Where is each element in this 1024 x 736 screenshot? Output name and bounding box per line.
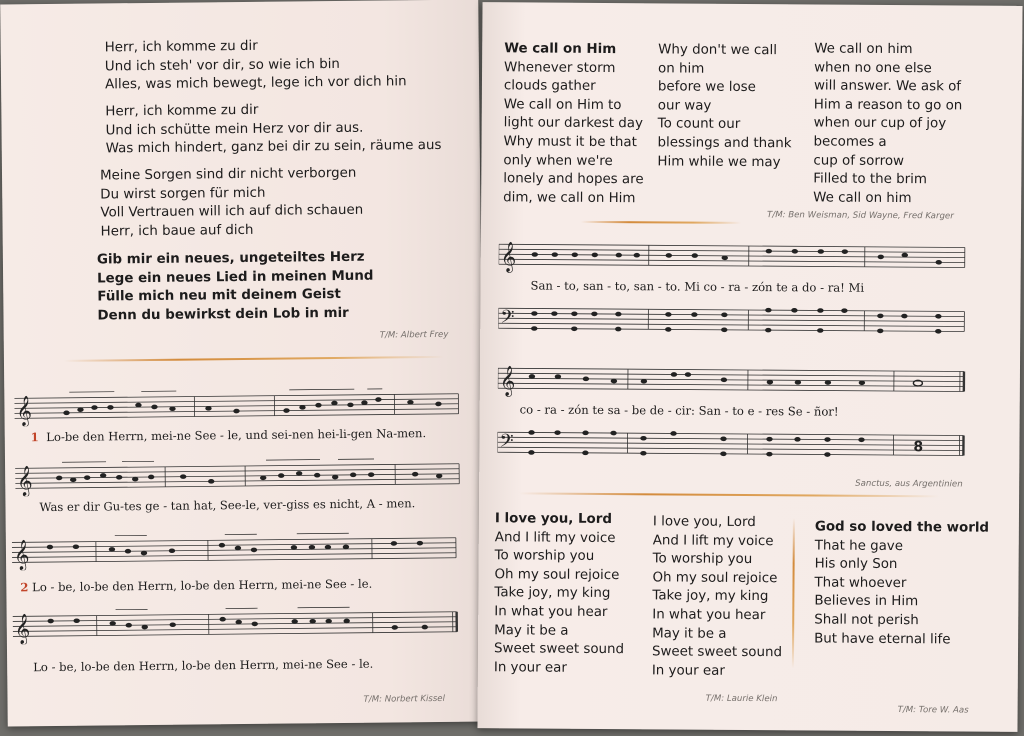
- lyric-line: In what you hear: [652, 607, 766, 624]
- song-title: I love you, Lord: [494, 511, 613, 528]
- svg-text:𝄢: 𝄢: [499, 431, 514, 457]
- lyric-line: dim, we call on Him: [503, 190, 636, 206]
- song-title: God so loved the world: [814, 519, 990, 536]
- lyric-line: In your ear: [493, 659, 567, 676]
- verse-number: 2: [20, 580, 29, 595]
- song-title: We call on Him: [504, 41, 617, 58]
- lyric-line: That whoever: [814, 575, 907, 591]
- lyric-line: before we lose: [657, 79, 756, 96]
- lyric-line: Take joy, my king: [494, 585, 611, 602]
- lyric-line: That he gave: [814, 538, 904, 554]
- god-column: [814, 518, 989, 649]
- lyric-line: Why don't we call: [658, 42, 777, 59]
- lyric-line: when no one else: [814, 60, 932, 76]
- verse-2: [105, 100, 441, 159]
- svg-text:𝄞: 𝄞: [17, 466, 33, 497]
- svg-text:𝄞: 𝄞: [13, 540, 30, 571]
- music-lyric-text: Lo - be, lo-be den Herrn, lo-be den Herrn, mei-ne See - le.: [32, 576, 373, 595]
- lyric-line: Take joy, my king: [652, 588, 769, 605]
- svg-text:𝄞: 𝄞: [499, 366, 516, 397]
- lyric-line: when our cup of joy: [813, 115, 947, 132]
- left-page: [0, 0, 486, 726]
- lyric-line: Him a reason to go on: [813, 97, 963, 114]
- lyric-line: light our darkest day: [503, 115, 643, 132]
- lyric-line: In your ear: [651, 663, 725, 679]
- lyric-line: our way: [657, 98, 712, 114]
- lyric-line: clouds gather: [503, 78, 596, 95]
- lyric-line: We call on him: [814, 41, 913, 58]
- lyric-line: Him while we may: [657, 153, 781, 170]
- credit-sanctus: Sanctus, aus Argentinien: [855, 478, 963, 490]
- divider: [64, 356, 444, 362]
- lyric-line: blessings and thank: [657, 135, 792, 152]
- credit-tore-aas: T/M: Tore W. Aas: [897, 705, 969, 716]
- lyric-line: lonely and hopes are: [503, 171, 644, 188]
- lyric-line: Gib mir ein neues, ungeteiltes Herz: [96, 249, 365, 268]
- call-column-1: [503, 40, 644, 208]
- lyric-line: Herr, ich komme zu dir: [105, 102, 259, 120]
- credit-weisman-wayne-karger: T/M: Ben Weisman, Sid Wayne, Fred Karger: [767, 210, 954, 222]
- lyric-line: Whenever storm: [504, 59, 616, 76]
- lyric-line: Meine Sorgen sind dir nicht verborgen: [99, 165, 357, 184]
- lyric-line: Filled to the brim: [813, 171, 927, 188]
- right-page: [477, 2, 1022, 732]
- lyric-line: becomes a: [813, 134, 887, 150]
- lyric-line: And I lift my voice: [494, 529, 616, 546]
- lyric-line: His only Son: [814, 556, 898, 573]
- svg-text:𝄞: 𝄞: [14, 614, 31, 645]
- lyric-line: Was mich hindert, ganz bei dir zu sein, räume aus: [105, 138, 442, 157]
- lyric-line: Herr, ich baue auf dich: [100, 222, 254, 240]
- svg-text:𝄞: 𝄞: [16, 396, 33, 427]
- lyric-line: will answer. We ask of: [813, 78, 962, 95]
- credit-albert-frey: T/M: Albert Frey: [379, 329, 449, 341]
- lyric-line: on him: [658, 60, 705, 77]
- music-staff: [13, 606, 463, 645]
- svg-text:𝄞: 𝄞: [500, 242, 517, 273]
- lyric-line: Und ich steh' vor dir, so wie ich bin: [104, 56, 340, 75]
- music-lyric-text: Lo-be den Herrn, mei-ne See - le, und sei-nen hei-li-gen Na-men.: [46, 426, 427, 445]
- lyric-line: May it be a: [494, 622, 569, 639]
- lyric-line: We call on Him to: [503, 97, 622, 113]
- call-column-3: [813, 40, 963, 208]
- lyric-line: Oh my soul rejoice: [652, 570, 778, 586]
- chorus: [97, 249, 374, 326]
- verse-number: 1: [30, 430, 39, 445]
- sanctus-lyric-line: co - ra - zón te sa - be de - cir: San - to e - res Se - ñor!: [519, 402, 839, 419]
- svg-text:𝄢: 𝄢: [500, 307, 515, 333]
- lyric-line: Voll Vertrauen will ich auf dich schauen: [100, 202, 364, 221]
- lyric-line: Herr, ich komme zu dir: [104, 38, 258, 56]
- music-lyric-line: [31, 426, 427, 444]
- lyric-line: cup of sorrow: [813, 153, 905, 169]
- lyric-line: To worship you: [494, 548, 595, 565]
- lyric-line: Shall not perish: [814, 612, 919, 629]
- lyric-line: Oh my soul rejoice: [494, 567, 620, 583]
- lyric-line: Sweet sweet sound: [651, 644, 783, 661]
- music-lyric-line: Was er dir Gu-tes ge - tan hat, See-le, ver-giss es nicht, A - men.: [39, 496, 416, 515]
- lyric-line: Und ich schütte mein Herz vor dir aus.: [105, 120, 364, 139]
- vertical-divider: [792, 518, 795, 668]
- sanctus-lyric-line: San - to, san - to, san - to. Mi co - ra - zón te a do - ra! Mi: [530, 278, 865, 295]
- credit-laurie-klein: T/M: Laurie Klein: [705, 693, 778, 705]
- lyric-line: Believes in Him: [814, 593, 919, 610]
- lyric-line: Lege ein neues Lied in meinen Mund: [97, 268, 374, 287]
- credit-norbert-kissel: T/M: Norbert Kissel: [363, 693, 446, 705]
- lyric-line: Alles, was mich bewegt, lege ich vor dich hin: [105, 74, 407, 93]
- lyric-line: I love you, Lord: [652, 514, 756, 531]
- music-lyric-line: [20, 577, 372, 595]
- lyric-line: Sweet sweet sound: [493, 641, 625, 658]
- lyric-line: But have eternal life: [814, 631, 951, 647]
- lyric-line: To worship you: [652, 551, 753, 568]
- music-lyric-line: Lo - be, lo-be den Herrn, lo-be den Herrn, mei-ne See - le.: [33, 656, 374, 675]
- lyric-line: Fülle mich neu mit deinem Geist: [97, 287, 341, 305]
- lyric-line: To count our: [657, 116, 741, 133]
- divider: [519, 492, 939, 497]
- love-column-2: [652, 513, 783, 681]
- lyric-line: Denn du bewirkst dein Lob in mir: [97, 305, 349, 324]
- music-staff: [15, 458, 465, 497]
- call-column-2: [657, 41, 792, 172]
- lyric-line: And I lift my voice: [652, 532, 774, 549]
- lyric-line: In what you hear: [494, 604, 608, 620]
- lyric-line: only when we're: [503, 152, 613, 169]
- verse-3: [100, 165, 363, 242]
- music-staff: [12, 532, 462, 571]
- lyric-line: We call on him: [813, 190, 912, 206]
- verse-1: [105, 36, 407, 95]
- divider: [581, 221, 741, 224]
- love-column-1: [494, 510, 625, 678]
- lyric-line: May it be a: [652, 625, 727, 642]
- lyric-line: Du wirst sorgen für mich: [100, 185, 266, 203]
- music-staff: [14, 388, 464, 427]
- time-signature: 8: [913, 439, 924, 456]
- lyric-line: Why must it be that: [503, 134, 637, 151]
